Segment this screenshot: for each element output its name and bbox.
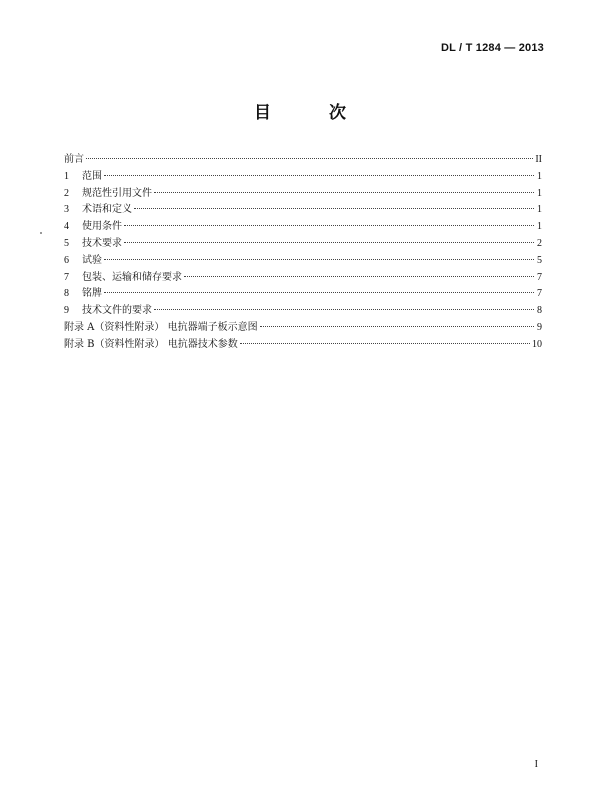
- toc-entry-page: 10: [532, 338, 542, 350]
- toc-entry-annex-a[interactable]: [64, 320, 542, 337]
- toc-dot-leader: [154, 309, 534, 310]
- toc-entry-foreword[interactable]: [64, 152, 542, 169]
- toc-dot-leader: [104, 292, 534, 293]
- toc-entry-label: 试验: [82, 254, 102, 266]
- toc-entry-service-conditions[interactable]: [64, 219, 542, 236]
- toc-entry-label: 规范性引用文件: [82, 187, 152, 199]
- page-number: I: [534, 759, 538, 770]
- toc-entry-nameplate[interactable]: [64, 286, 542, 303]
- toc-entry-number: 6: [64, 254, 69, 266]
- toc-dot-leader: [104, 175, 534, 176]
- toc-title: 目 次: [254, 103, 372, 123]
- toc-entry-label: 附录 A（资料性附录） 电抗器端子板示意图: [64, 321, 258, 333]
- toc-entry-number: 7: [64, 271, 69, 283]
- toc-entry-number: 3: [64, 204, 69, 216]
- toc-entry-label: 铭牌: [82, 288, 102, 300]
- toc-dot-leader: [240, 343, 530, 344]
- toc-dot-leader: [86, 158, 533, 159]
- toc-entry-number: 4: [64, 221, 69, 233]
- toc-entry-page: II: [535, 154, 542, 165]
- toc-entry-page: 1: [537, 221, 542, 233]
- toc-dot-leader: [104, 259, 534, 260]
- toc-dot-leader: [124, 242, 534, 243]
- toc-entry-tests[interactable]: [64, 253, 542, 270]
- toc-entry-page: 9: [537, 321, 542, 333]
- toc-dot-leader: [260, 326, 534, 327]
- toc-dot-leader: [154, 192, 534, 193]
- toc-entry-terms-definitions[interactable]: [64, 202, 542, 219]
- toc-entry-label: 范围: [82, 170, 102, 182]
- toc-entry-label: 前言: [64, 154, 84, 165]
- toc-dot-leader: [134, 208, 534, 209]
- toc-entry-page: 7: [537, 271, 542, 283]
- toc-entry-page: 2: [537, 237, 542, 249]
- toc-entry-technical-requirements[interactable]: [64, 236, 542, 253]
- toc-entry-label: 包装、运输和储存要求: [82, 271, 182, 283]
- toc-entry-page: 5: [537, 254, 542, 266]
- toc-entry-number: 9: [64, 305, 69, 317]
- toc-entry-label: 技术要求: [82, 237, 122, 249]
- scan-speck: [40, 232, 42, 234]
- toc-dot-leader: [124, 225, 534, 226]
- toc-entry-page: 1: [537, 170, 542, 182]
- toc-dot-leader: [184, 276, 534, 277]
- toc-list: [64, 152, 542, 354]
- toc-entry-annex-b[interactable]: [64, 337, 542, 354]
- toc-entry-normative-references[interactable]: [64, 186, 542, 203]
- document-number: DL / T 1284 — 2013: [440, 42, 544, 54]
- toc-entry-technical-documents[interactable]: [64, 303, 542, 320]
- toc-entry-number: 8: [64, 288, 69, 300]
- toc-entry-number: 2: [64, 187, 69, 199]
- toc-entry-label: 术语和定义: [82, 204, 132, 216]
- toc-entry-page: 7: [537, 288, 542, 300]
- toc-entry-label: 使用条件: [82, 221, 122, 233]
- toc-entry-packaging-transport-storage[interactable]: [64, 270, 542, 287]
- toc-entry-number: 5: [64, 237, 69, 249]
- toc-entry-number: 1: [64, 170, 69, 182]
- toc-entry-page: 8: [537, 305, 542, 317]
- toc-entry-label: 技术文件的要求: [82, 305, 152, 317]
- toc-entry-page: 1: [537, 204, 542, 216]
- toc-entry-label: 附录 B（资料性附录） 电抗器技术参数: [64, 338, 238, 350]
- toc-entry-page: 1: [537, 187, 542, 199]
- toc-entry-scope[interactable]: [64, 169, 542, 186]
